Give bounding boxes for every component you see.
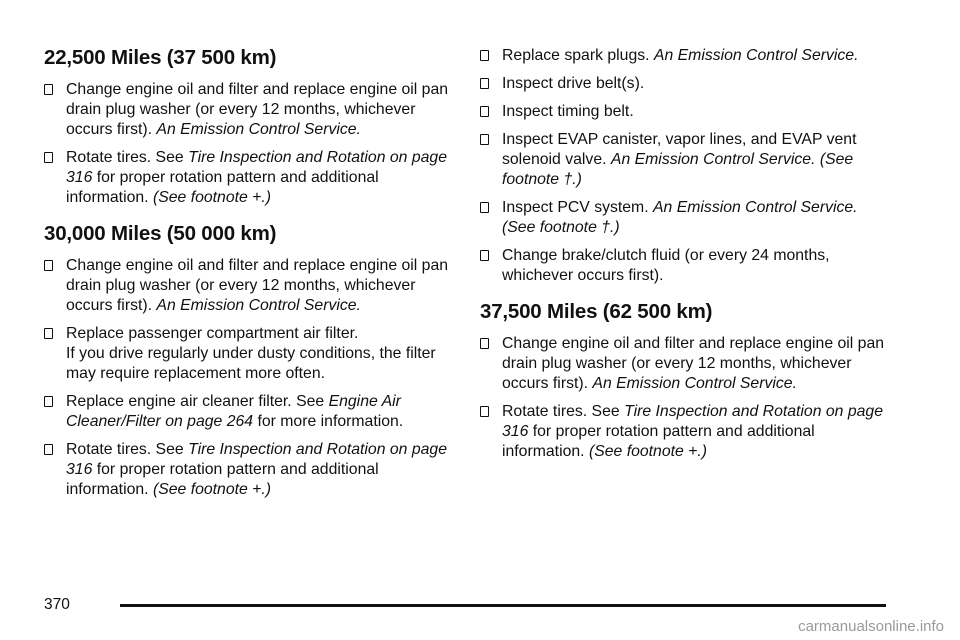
- page-number: 370: [44, 596, 70, 613]
- checklist-item: Inspect timing belt.: [480, 102, 890, 122]
- footer-rule: [120, 604, 886, 607]
- left-column: [44, 40, 454, 508]
- checklist-item: Inspect drive belt(s).: [480, 74, 890, 94]
- checklist-item: Replace passenger compartment air filter. If you drive regularly under dusty conditions, the filter may require replacement more often.: [44, 324, 454, 384]
- checklist-item: Inspect EVAP canister, vapor lines, and EVAP vent solenoid valve. An Emission Control Service. (See footnote †.): [480, 130, 890, 190]
- checkbox-icon: [480, 106, 489, 117]
- cross-reference-link: Tire Inspection and Rotation on page 316: [66, 441, 447, 478]
- checklist-item: Change engine oil and filter and replace engine oil pan drain plug washer (or every 12 months, whichever occurs first). An Emission Control Service.: [44, 256, 454, 316]
- section-heading-30000: 30,000 Miles (50 000 km): [44, 222, 277, 245]
- watermark: carmanualsonline.info: [798, 618, 944, 635]
- cross-reference-link: Tire Inspection and Rotation on page 316: [66, 149, 447, 186]
- checkbox-icon: [44, 260, 53, 271]
- checklist-item: Change engine oil and filter and replace engine oil pan drain plug washer (or every 12 months, whichever occurs first). An Emission Control Service.: [44, 80, 454, 140]
- checkbox-icon: [44, 396, 53, 407]
- checkbox-icon: [480, 134, 489, 145]
- checklist-item: Change brake/clutch fluid (or every 24 months, whichever occurs first).: [480, 246, 890, 286]
- checkbox-icon: [44, 84, 53, 95]
- checklist-item: Rotate tires. See Tire Inspection and Rotation on page 316 for proper rotation pattern and additional information. (See footnote +.): [480, 402, 890, 462]
- right-column: [480, 46, 890, 470]
- checklist-item: Change engine oil and filter and replace engine oil pan drain plug washer (or every 12 months, whichever occurs first). An Emission Control Service.: [480, 334, 890, 394]
- checkbox-icon: [44, 152, 53, 163]
- checkbox-icon: [480, 406, 489, 417]
- checkbox-icon: [480, 250, 489, 261]
- cross-reference-link: Engine Air Cleaner/Filter on page 264: [66, 393, 401, 430]
- section-heading-37500: 37,500 Miles (62 500 km): [480, 300, 713, 323]
- section-heading-22500: 22,500 Miles (37 500 km): [44, 46, 277, 69]
- checklist-item: Rotate tires. See Tire Inspection and Rotation on page 316 for proper rotation pattern and additional information. (See footnote +.): [44, 440, 454, 500]
- checkbox-icon: [44, 328, 53, 339]
- checklist-item: Replace engine air cleaner filter. See Engine Air Cleaner/Filter on page 264 for more information.: [44, 392, 454, 432]
- cross-reference-link: Tire Inspection and Rotation on page 316: [502, 403, 883, 440]
- checklist-item: Rotate tires. See Tire Inspection and Rotation on page 316 for proper rotation pattern and additional information. (See footnote +.): [44, 148, 454, 208]
- checkbox-icon: [480, 202, 489, 213]
- checklist-item: Inspect PCV system. An Emission Control Service. (See footnote †.): [480, 198, 890, 238]
- checklist-item: Replace spark plugs. An Emission Control Service.: [480, 46, 890, 66]
- checkbox-icon: [44, 444, 53, 455]
- checkbox-icon: [480, 338, 489, 349]
- checkbox-icon: [480, 50, 489, 61]
- checkbox-icon: [480, 78, 489, 89]
